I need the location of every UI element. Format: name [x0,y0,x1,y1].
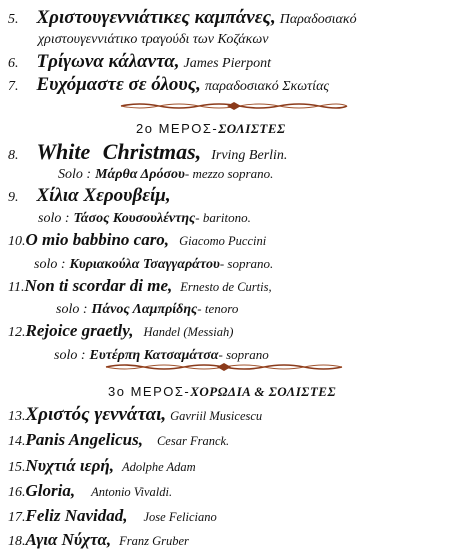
program-item-6 [8,52,271,71]
voice-type: - soprano. [219,256,274,271]
section-header-prefix: 3ο ΜΕΡΟΣ- [108,384,191,399]
ornamental-divider-1 [119,101,349,111]
program-item-8-solo [58,166,273,182]
program-item-8 [8,141,287,163]
section-header-title: ΣΟΛΙΣΤΕΣ [218,121,286,136]
program-item-5-credit-cont [38,31,268,47]
item-title: Τρίγωνα κάλαντα, [36,51,180,72]
program-item-7 [8,75,329,94]
item-title: O mio babbino caro, [25,230,170,249]
program-item-16 [8,482,172,500]
ornamental-divider-2 [104,362,344,372]
item-title: Feliz Navidad, [25,506,128,525]
solo-label: solo : [38,211,70,226]
program-item-11 [8,277,272,295]
item-number: 7. [8,79,19,94]
item-credit-continued: χριστουγεννιάτικο τραγούδι των Κοζάκων [38,32,269,47]
item-title: Χριστουγεννιάτικες καμπάνες, [36,7,276,28]
item-credit: Handel (Messiah) [143,325,234,339]
item-title: Χριστός γεννάται, [25,404,167,425]
program-item-9 [8,186,171,205]
program-item-12 [8,322,233,340]
item-credit: Giacomo Puccini [179,234,267,248]
solo-label: solo : [56,302,88,317]
solo-label: solo : [54,348,86,363]
program-item-13 [8,405,262,424]
item-number: 13. [8,409,26,424]
item-credit: Adolphe Adam [121,460,196,474]
voice-type: - soprano [218,347,269,362]
soloist-name: Κυριακούλα Τσαγγαράτου [69,257,220,272]
solo-label: solo : [34,257,66,272]
item-number: 6. [8,56,19,71]
section-header-title: ΧΟΡΩΔΙΑ & ΣΟΛΙΣΤΕΣ [190,384,337,399]
section-header-prefix: 2ο ΜΕΡΟΣ- [136,121,219,136]
item-number: 16. [8,485,26,500]
item-number: 8. [8,148,19,163]
item-title: Αγια Νύχτα, [25,530,112,549]
soloist-name: Ευτέρπη Κατσαμάτσα [89,348,219,363]
item-number: 14. [8,434,26,449]
voice-type: - baritono. [195,210,251,225]
program-item-10 [8,231,266,249]
item-credit: Antonio Vivaldi. [91,485,173,499]
program-item-14 [8,431,229,449]
voice-type: - tenoro [197,301,239,316]
voice-type: - mezzo soprano. [184,166,274,181]
item-number: 12. [8,325,26,340]
item-number: 5. [8,12,19,27]
item-credit: Irving Berlin. [211,148,288,163]
item-credit: Ernesto de Curtis, [180,280,272,294]
soloist-name: Πάνος Λαμπρίδης [91,302,198,317]
item-number: 18. [8,534,26,549]
item-credit: James Pierpont [183,56,272,71]
item-credit: Jose Feliciano [143,510,217,524]
item-title: Non ti scordar di me, [24,276,173,295]
item-title: Gloria, [25,481,76,500]
program-item-17 [8,507,217,525]
item-credit: Franz Gruber [119,534,189,548]
item-number: 11. [8,280,25,295]
item-credit: Cesar Franck. [156,434,230,448]
item-number: 9. [8,190,19,205]
item-number: 10. [8,234,26,249]
program-item-9-solo [38,210,251,226]
item-credit: Παραδοσιακό [279,12,357,27]
program-item-18 [8,531,189,549]
item-title: Χίλια Χερουβείμ, [36,185,171,206]
program-item-12-solo [54,347,269,363]
soloist-name: Μάρθα Δρόσου [95,167,185,182]
item-credit: παραδοσιακό Σκωτίας [204,79,330,94]
section-header-part-2 [136,121,286,137]
item-title: Ευχόμαστε σε όλους, [36,74,201,95]
program-item-10-solo [34,256,273,272]
item-credit: Gavriil Musicescu [170,409,263,423]
item-title: Panis Angelicus, [25,430,143,449]
item-number: 17. [8,510,26,525]
item-title: White Christmas, [36,139,202,164]
program-item-15 [8,457,196,475]
program-item-11-solo [56,301,238,317]
program-item-5 [8,8,357,27]
solo-label: Solo : [58,167,92,182]
item-title: Rejoice graetly, [25,321,134,340]
item-title: Νυχτιά ιερή, [25,456,114,475]
section-header-part-3 [108,384,336,400]
item-number: 15. [8,460,26,475]
soloist-name: Τάσος Κουσουλέντης [73,211,196,226]
